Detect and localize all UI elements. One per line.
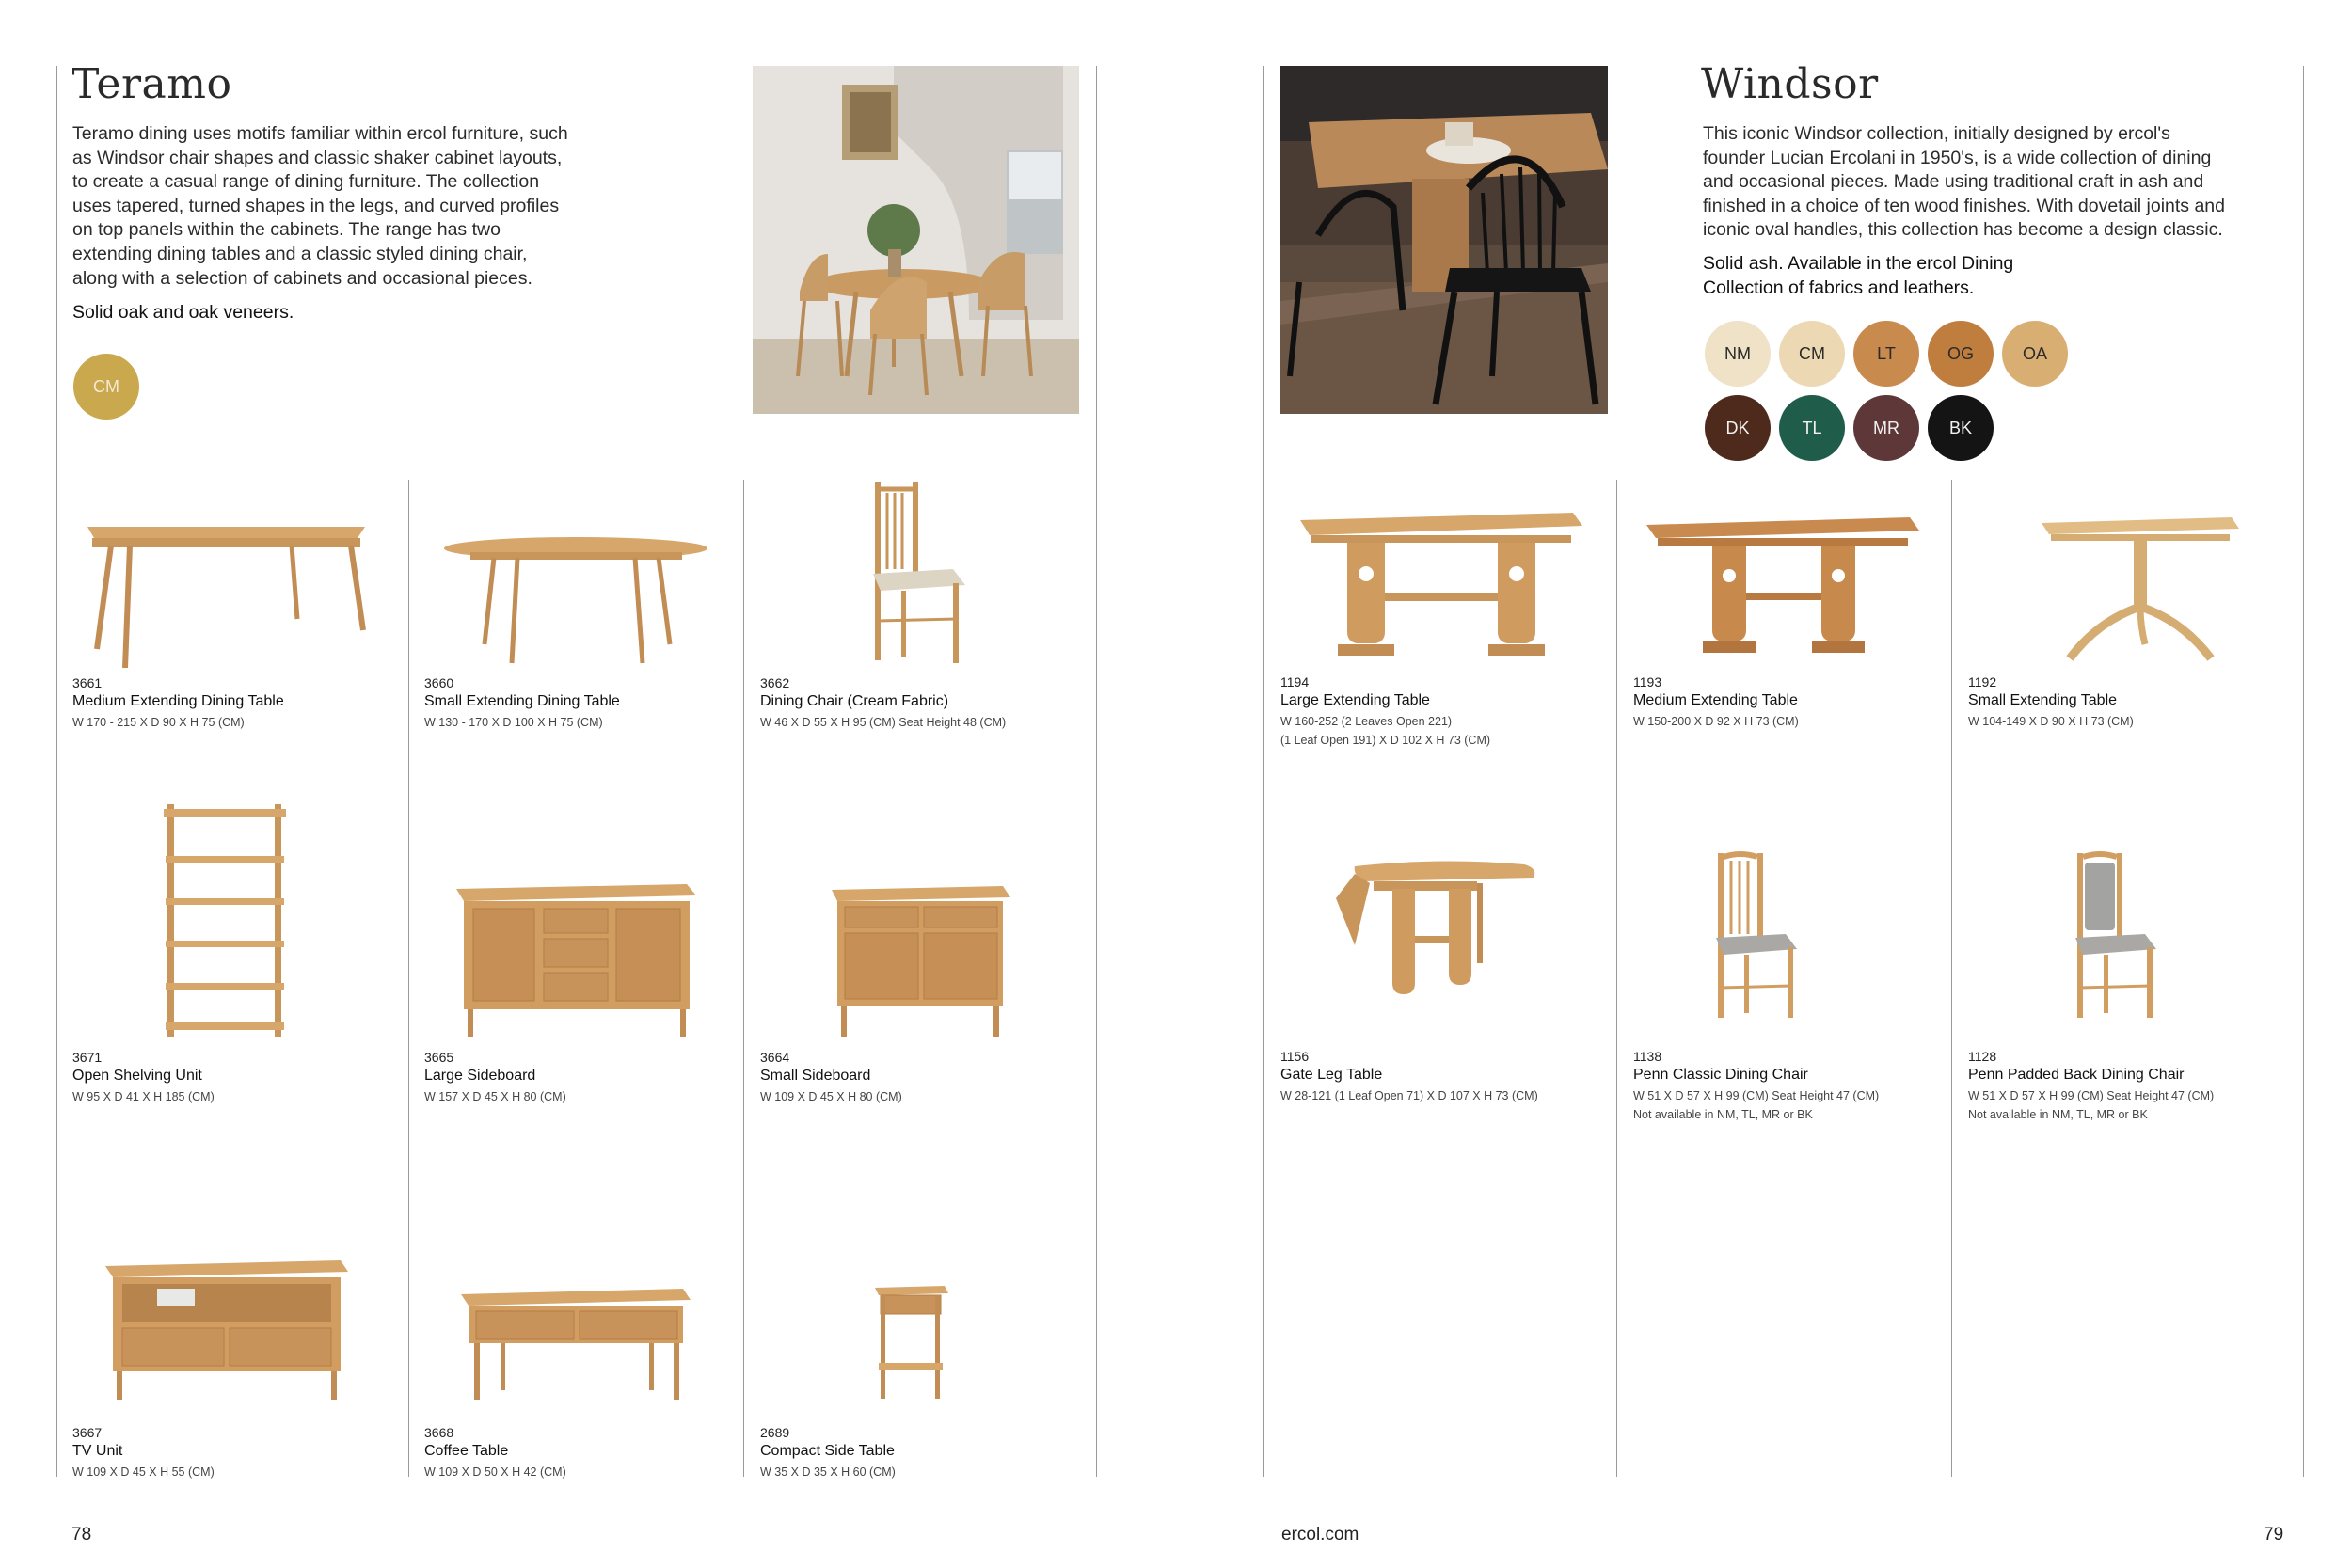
finish-swatch-oa[interactable] (2002, 321, 2068, 387)
finish-code: OG (1947, 343, 1974, 363)
product-code: 1193 (1633, 674, 1662, 689)
finish-code: MR (1873, 418, 1899, 437)
finish-swatch-bk[interactable] (1928, 395, 1994, 461)
product-name: Small Sideboard (760, 1068, 871, 1084)
product-image-3664 (832, 884, 1010, 1039)
product-image-1128 (2070, 851, 2164, 1021)
page-number-right: 79 (2264, 1525, 2284, 1544)
finish-code: CM (93, 376, 119, 396)
product-dims: W 95 X D 41 X H 185 (CM) (72, 1090, 215, 1103)
teramo-room-photo (753, 66, 1079, 414)
column-rule (1951, 480, 1952, 1477)
product-dims: W 35 X D 35 X H 60 (CM) (760, 1465, 896, 1479)
product-code: 2689 (760, 1425, 790, 1440)
finish-swatch-nm[interactable] (1705, 321, 1771, 387)
product-dims: W 51 X D 57 X H 99 (CM) Seat Height 47 (CM) Not available in NM, TL, MR or BK (1633, 1089, 1880, 1121)
windsor-material: Solid ash. Available in the ercol Dining Collection of fabrics and leathers. (1703, 253, 2014, 298)
page-rule-left (56, 66, 57, 1477)
finish-code: CM (1799, 343, 1825, 363)
product-name: Gate Leg Table (1280, 1067, 1383, 1083)
product-image-3660 (442, 531, 710, 673)
product-name: Penn Padded Back Dining Chair (1968, 1067, 2185, 1083)
windsor-dining-photo (1280, 66, 1608, 414)
product-dims: W 109 X D 45 X H 80 (CM) (760, 1090, 902, 1103)
product-image-2689 (873, 1284, 948, 1402)
product-dims: W 157 X D 45 X H 80 (CM) (424, 1090, 566, 1103)
finish-code: LT (1877, 343, 1896, 363)
product-code: 3668 (424, 1425, 454, 1440)
teramo-intro: Teramo dining uses motifs familiar within ercol furniture, such as Windsor chair shapes and classic shaker cabinet layouts, to create a casual range of dining furniture. The collection uses tapered, turned shapes in the legs, and curved profiles on top panels within the cabinets. The range has two extending dining tables and a classic styled dining chair, along with a selection of cabinets and occasional pieces. (72, 123, 568, 289)
product-dims: W 170 - 215 X D 90 X H 75 (CM) (72, 716, 245, 729)
finish-code: TL (1802, 418, 1822, 437)
product-code: 1194 (1280, 674, 1310, 689)
product-image-3667 (105, 1260, 350, 1402)
product-dims: W 51 X D 57 X H 99 (CM) Seat Height 47 (CM) Not available in NM, TL, MR or BK (1968, 1089, 2215, 1121)
product-code: 3662 (760, 675, 790, 690)
product-image-1156 (1336, 861, 1538, 1006)
finish-swatch-cm[interactable] (73, 354, 139, 420)
page-rule-center-left (1096, 66, 1097, 1477)
product-code: 1156 (1280, 1049, 1310, 1064)
product-name: Coffee Table (424, 1443, 509, 1459)
windsor-intro: This iconic Windsor collection, initially designed by ercol's founder Lucian Ercolani in 1950's, is a wide collection of dining and occasional pieces. Made using traditional craft in ash and finished in a choice of ten wood finishes. With dovetail joints and iconic oval handles, this collection has become a design classic. (1703, 123, 2225, 241)
product-image-3661 (83, 508, 374, 668)
product-dims: W 160-252 (2 Leaves Open 221) (1 Leaf Open 191) X D 102 X H 73 (CM) (1280, 715, 1491, 747)
finish-swatch-cm[interactable] (1779, 321, 1845, 387)
product-code: 3661 (72, 675, 103, 690)
finish-code: BK (1948, 418, 1972, 437)
product-code: 3664 (760, 1050, 790, 1065)
column-rule (1616, 480, 1617, 1477)
finish-code: DK (1725, 418, 1750, 437)
product-image-1194 (1300, 513, 1582, 673)
product-dims: W 130 - 170 X D 100 X H 75 (CM) (424, 716, 603, 729)
page-title-teramo: Teramo (72, 60, 232, 108)
product-dims: W 150-200 X D 92 X H 73 (CM) (1633, 715, 1799, 728)
product-image-3662 (864, 480, 977, 668)
product-code: 3671 (72, 1050, 103, 1065)
product-dims: W 46 X D 55 X H 95 (CM) Seat Height 48 (CM) (760, 716, 1007, 729)
product-name: Compact Side Table (760, 1443, 895, 1459)
product-image-3668 (461, 1289, 691, 1402)
finish-swatch-mr[interactable] (1853, 395, 1919, 461)
column-rule (408, 480, 409, 1477)
product-code: 1128 (1968, 1049, 1997, 1064)
product-image-1138 (1710, 851, 1804, 1021)
finish-code: NM (1724, 343, 1751, 363)
product-code: 3667 (72, 1425, 103, 1440)
product-name: Medium Extending Table (1633, 692, 1798, 708)
teramo-material: Solid oak and oak veneers. (72, 302, 294, 323)
product-code: 1192 (1968, 674, 1997, 689)
product-image-1192 (2042, 517, 2239, 668)
product-name: Penn Classic Dining Chair (1633, 1067, 1808, 1083)
product-code: 1138 (1633, 1049, 1662, 1064)
product-name: TV Unit (72, 1443, 123, 1459)
page-rule-right (2303, 66, 2304, 1477)
site-link[interactable]: ercol.com (1281, 1525, 1359, 1544)
product-name: Medium Extending Dining Table (72, 693, 284, 709)
product-image-3665 (456, 884, 696, 1039)
product-name: Large Sideboard (424, 1068, 536, 1084)
product-name: Small Extending Table (1968, 692, 2118, 708)
product-dims: W 28-121 (1 Leaf Open 71) X D 107 X H 73 (CM) (1280, 1089, 1538, 1102)
page-number-left: 78 (72, 1525, 92, 1544)
product-image-3671 (162, 804, 294, 1039)
product-name: Open Shelving Unit (72, 1068, 202, 1084)
product-dims: W 109 X D 50 X H 42 (CM) (424, 1465, 566, 1479)
finish-swatch-lt[interactable] (1853, 321, 1919, 387)
product-dims: W 109 X D 45 X H 55 (CM) (72, 1465, 215, 1479)
product-name: Large Extending Table (1280, 692, 1430, 708)
product-code: 3665 (424, 1050, 454, 1065)
page-title-windsor: Windsor (1701, 60, 1879, 108)
finish-swatch-dk[interactable] (1705, 395, 1771, 461)
finish-swatch-og[interactable] (1928, 321, 1994, 387)
column-rule (743, 480, 744, 1477)
product-name: Dining Chair (Cream Fabric) (760, 693, 949, 709)
product-code: 3660 (424, 675, 454, 690)
page-rule-center-right (1263, 66, 1264, 1477)
product-name: Small Extending Dining Table (424, 693, 620, 709)
product-dims: W 104-149 X D 90 X H 73 (CM) (1968, 715, 2134, 728)
finish-code: OA (2022, 343, 2047, 363)
product-image-1193 (1646, 517, 1919, 668)
finish-swatch-tl[interactable] (1779, 395, 1845, 461)
